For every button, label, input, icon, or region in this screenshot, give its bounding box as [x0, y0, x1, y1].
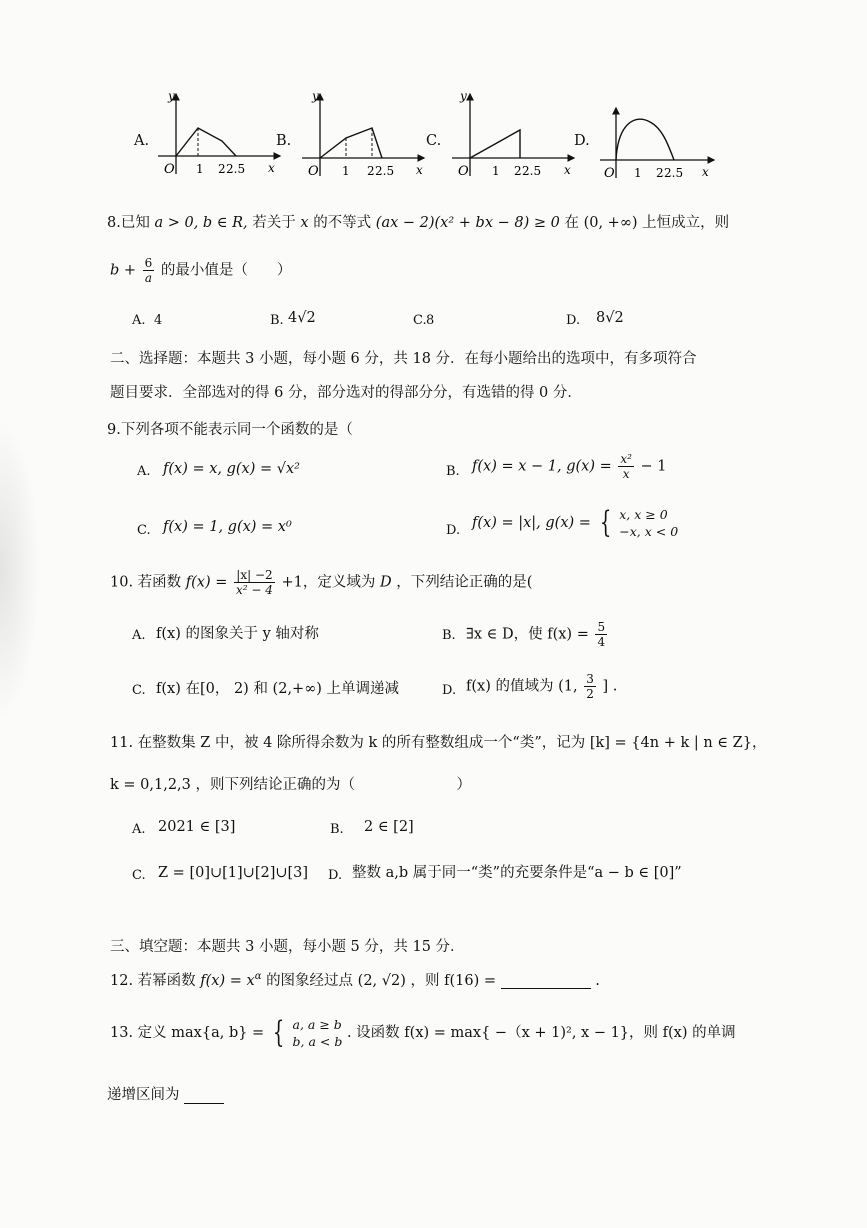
q12-alpha: α [254, 971, 262, 982]
graph-d-label: D. [574, 133, 590, 149]
q13-line2 [107, 1088, 224, 1104]
q11-a-text: 2021 ∈ [3] [158, 819, 236, 835]
graph-c-label: C. [426, 133, 442, 149]
q10-domain-symbol: D [380, 574, 392, 591]
q10-d-fraction [584, 672, 596, 701]
graph-a [150, 86, 290, 181]
origin-label: O [604, 166, 615, 181]
q11-c-text: Z = [0]∪[1]∪[2]∪[3] [158, 865, 309, 881]
q8-mid2: 的不等式 [313, 215, 372, 231]
q11-a-label: A. [132, 822, 146, 837]
q10-d [466, 672, 617, 701]
q10-d-den: 2 [586, 687, 594, 701]
q10-fx: f(x) = [185, 574, 228, 591]
q11-c-label: C. [132, 868, 146, 883]
q8-expr-b: b + [110, 262, 137, 279]
q8-inequality: (ax − 2)(x² + bx − 8) ≥ 0 [375, 215, 560, 231]
q11-d-label: D. [328, 868, 343, 883]
tick-1: 1 [634, 166, 642, 180]
q8-mid3: 在 [564, 215, 579, 231]
q13-case2: b, a < b [292, 1034, 343, 1049]
q11-d-text: 整数 a,b 属于同一“类”的充要条件是“a − b ∈ [0]” [352, 865, 682, 881]
origin-label: O [458, 164, 469, 179]
q10-a-label: A. [132, 628, 146, 643]
q13-answer-blank[interactable] [184, 1088, 224, 1104]
q12 [110, 972, 600, 989]
q9-d-pre: f(x) = |x|, g(x) = [472, 515, 591, 531]
q9-d-case2: −x, x < 0 [619, 524, 679, 539]
q12-pre: 12. 若幂函数 [110, 972, 196, 989]
q9-d-label: D. [446, 523, 461, 538]
q13-case1: a, a ≥ b [292, 1017, 342, 1032]
q8-var: x [300, 215, 309, 231]
q9-d-brace: { [599, 505, 611, 540]
y-label: y [312, 89, 319, 103]
q13-mid: . 设函数 f(x) = max{ −（x + 1)², x − 1}，则 f(x) 的单调 [346, 1025, 736, 1041]
tick-25: 2.5 [522, 164, 542, 178]
q10-d-post: ] . [602, 678, 618, 695]
q9-d-cases [619, 506, 678, 540]
q8-line1 [107, 216, 729, 231]
q10-pre: 10. 若函数 [110, 574, 182, 591]
q8-fraction [143, 256, 155, 285]
q8-line2 [110, 256, 291, 285]
q12-tail: ，则 f(16) = [410, 972, 497, 989]
q8-tail: 上恒成立，则 [642, 215, 730, 231]
q10-b-den: 4 [597, 635, 606, 649]
q9-c-label: C. [137, 523, 151, 538]
q9-b [472, 452, 667, 481]
tick-2: 2 [367, 164, 375, 178]
tick-1: 1 [342, 164, 350, 178]
q9-stem: 9.下列各项不能表示同一个函数的是（ [107, 422, 353, 438]
graph-c [446, 86, 586, 181]
q9-a-text: f(x) = x, g(x) = √x² [163, 461, 300, 477]
q12-answer-blank[interactable] [501, 974, 591, 990]
graph-d [596, 100, 726, 185]
q9-b-post: − 1 [640, 458, 667, 475]
section2-line1: 二、选择题：本题共 3 小题，每小题 6 分，共 18 分．在每小题给出的选项中，有多项符合 [110, 351, 697, 367]
q11-b-label: B. [330, 822, 344, 837]
q13-brace: { [272, 1015, 285, 1050]
q8-option-a: 4 [154, 313, 163, 328]
q9-b-num: x² [620, 452, 632, 466]
q8-option-b: 4√2 [288, 310, 316, 326]
tick-25: 2.5 [375, 164, 395, 178]
q10-stem [110, 568, 532, 597]
q8-option-d-label: D. [566, 313, 581, 328]
q10-num: |x| −2 [234, 568, 275, 583]
q10-a-text: f(x) 的图象关于 y 轴对称 [156, 626, 319, 642]
q13-pre: 13. 定义 max{a, b} = [110, 1025, 265, 1041]
graph-a-label: A. [134, 133, 150, 149]
q10-d-num: 3 [586, 672, 594, 686]
origin-label: O [308, 164, 319, 179]
graph-b-label: B. [276, 133, 292, 149]
q13-line2-text: 递增区间为 [107, 1087, 180, 1103]
q10-b-label: B. [442, 628, 456, 643]
q12-point: (2, √2) [357, 972, 406, 989]
curve [176, 128, 236, 156]
q9-d [472, 506, 678, 540]
q8-cond: a > 0, b ∈ R, [154, 215, 248, 231]
q10-b-num: 5 [597, 620, 606, 634]
q8-option-b-label: B. [270, 313, 284, 328]
tick-2: 2 [218, 162, 226, 176]
tick-2: 2 [656, 166, 664, 180]
q9-b-label: B. [446, 464, 460, 479]
q9-a-label: A. [137, 464, 151, 479]
q8-ask: 的最小值是（ ） [160, 262, 292, 279]
section3-title: 三、填空题：本题共 3 小题，每小题 5 分，共 15 分． [110, 939, 465, 955]
q9-c-text: f(x) = 1, g(x) = x⁰ [163, 519, 292, 535]
tick-1: 1 [492, 164, 500, 178]
q10-den: x² − 4 [236, 583, 273, 597]
q8-option-c-label: C. [413, 313, 427, 328]
q10-tail: ，下列结论正确的是( [396, 574, 533, 591]
q8-pre: 8.已知 [107, 215, 150, 231]
q10-c-text: f(x) 在[0， 2) 和 (2,+∞) 上单调递减 [156, 681, 400, 697]
y-label: y [460, 89, 467, 103]
q10-b-fraction [595, 620, 607, 649]
curve [320, 128, 382, 158]
q10-b-pre: ∃x ∈ D，使 f(x) = [466, 626, 589, 643]
q11-line2: k = 0,1,2,3 ，则下列结论正确的为（ ） [110, 777, 471, 793]
y-label: y [168, 89, 175, 103]
q10-d-pre: f(x) 的值域为 (1, [466, 678, 578, 695]
q12-end: . [595, 972, 600, 989]
q11-line1: 11. 在整数集 Z 中，被 4 除所得余数为 k 的所有整数组成一个“类”，记为 [k] = {4n + k | n ∈ Z}， [110, 735, 767, 751]
tick-1: 1 [196, 162, 204, 176]
q8-option-c: 8 [426, 313, 435, 328]
q12-mid: 的图象经过点 [266, 972, 354, 989]
q9-b-pre: f(x) = x − 1, g(x) = [472, 458, 612, 475]
x-label: x [416, 163, 423, 177]
curve [616, 119, 674, 160]
q8-mid: 若关于 [252, 215, 296, 231]
origin-label: O [164, 162, 175, 177]
q10-fraction [234, 568, 275, 597]
q13-line1 [110, 1016, 736, 1050]
scan-shadow [0, 420, 40, 720]
q8-frac-num: 6 [144, 256, 153, 270]
curve [470, 130, 520, 158]
q12-fx: f(x) = x [200, 972, 255, 989]
x-label: x [564, 163, 571, 177]
q10-c-label: C. [132, 683, 146, 698]
q10-plus: +1，定义域为 [281, 574, 376, 591]
q8-option-a-label: A. [132, 313, 146, 328]
q10-d-label: D. [442, 683, 457, 698]
q9-b-fraction [618, 452, 634, 481]
x-label: x [702, 165, 709, 179]
tick-25: 2.5 [664, 166, 684, 180]
x-label: x [268, 161, 275, 175]
q8-option-d: 8√2 [596, 310, 624, 326]
tick-25: 2.5 [226, 162, 246, 176]
q8-frac-den: a [144, 271, 153, 285]
section2-line2: 题目要求．全部选对的得 6 分，部分选对的得部分分，有选错的得 0 分． [110, 385, 582, 401]
tick-2: 2 [514, 164, 522, 178]
q11-b-text: 2 ∈ [2] [364, 819, 414, 835]
q10-b [466, 620, 609, 649]
q8-interval: (0, +∞) [583, 215, 638, 231]
q9-b-den: x [622, 467, 630, 481]
q13-cases [293, 1016, 343, 1050]
graph-b [294, 86, 434, 181]
q9-d-case1: x, x ≥ 0 [619, 507, 668, 522]
